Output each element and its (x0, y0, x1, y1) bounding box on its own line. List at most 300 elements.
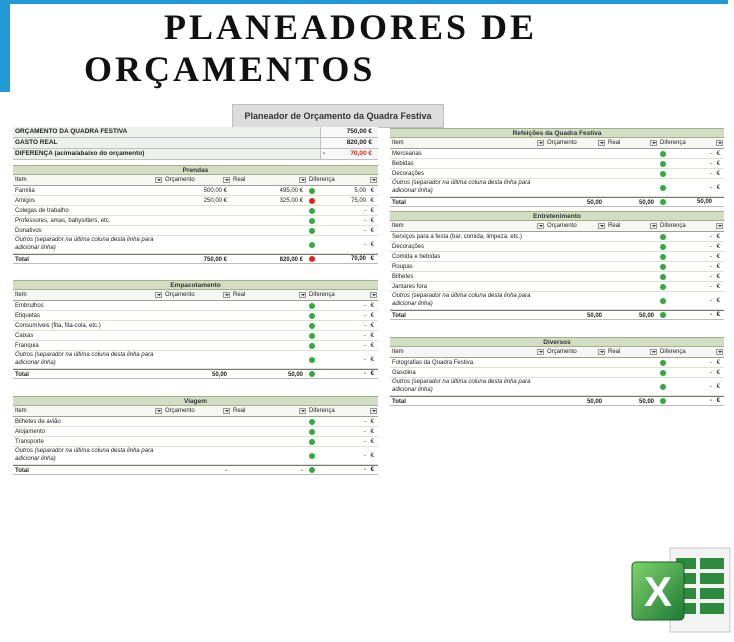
on-budget-indicator-icon (309, 323, 315, 329)
summary-amount: 70,00 € (350, 150, 372, 157)
filter-dropdown-icon[interactable] (370, 177, 377, 183)
column-header-label: Item (392, 140, 404, 146)
currency-symbol: € (716, 243, 720, 250)
filter-dropdown-icon[interactable] (223, 408, 230, 414)
total-budget: 750,00 € (203, 257, 227, 263)
column-header-label: Real (233, 408, 246, 414)
table-row (390, 242, 724, 252)
on-budget-indicator-icon (660, 234, 666, 240)
actual-cell (231, 341, 307, 350)
actual-cell (606, 272, 658, 281)
difference-cell (307, 427, 378, 436)
actual-cell (606, 169, 658, 178)
total-budget: 50,00 (586, 200, 602, 206)
table-header-row (390, 138, 724, 149)
currency-symbol: € (716, 150, 720, 157)
difference-value: - (710, 170, 712, 177)
difference-value: - (364, 356, 366, 363)
filter-dropdown-icon[interactable] (598, 140, 605, 146)
item-cell: Embrulhos (15, 303, 44, 309)
budget-table (390, 337, 724, 406)
difference-value: 70,00 (350, 256, 366, 262)
actual-cell (231, 351, 307, 368)
item-cell: Franquia (15, 343, 39, 349)
table-title: Prendas (13, 165, 378, 175)
table-header-row (13, 406, 378, 417)
column-header-label: Orçamento (165, 292, 195, 298)
actual-cell (231, 216, 307, 225)
difference-cell (307, 311, 378, 320)
difference-value: - (710, 383, 712, 390)
summary-row-actual (13, 138, 378, 149)
difference-value: - (710, 263, 712, 270)
item-cell: Bebidas (392, 161, 414, 167)
difference-value: - (710, 184, 712, 191)
column-header-label: Item (392, 349, 404, 355)
currency-symbol: € (370, 197, 374, 204)
filter-dropdown-icon[interactable] (537, 140, 544, 146)
on-budget-indicator-icon (309, 357, 315, 363)
difference-cell (307, 206, 378, 215)
budget-cell (545, 262, 606, 271)
actual-cell (606, 378, 658, 395)
difference-value: - (364, 227, 366, 234)
budget-table (13, 396, 378, 475)
table-total-row (13, 369, 378, 379)
currency-symbol: € (716, 383, 720, 390)
column-header-item[interactable] (390, 138, 545, 148)
table-row (13, 186, 378, 196)
item-cell: Outros (separador na última coluna desta linha para adicionar linha) (392, 180, 531, 194)
table-row-other (13, 351, 378, 369)
currency-symbol: € (716, 233, 720, 240)
slide-accent-bar (0, 0, 10, 92)
item-cell: Bilhetes (392, 274, 414, 280)
filter-dropdown-icon[interactable] (155, 292, 162, 298)
column-header-diff[interactable] (307, 175, 378, 185)
budget-cell (163, 301, 231, 310)
actual-cell (231, 427, 307, 436)
actual-cell (231, 417, 307, 426)
difference-value: - (364, 438, 366, 445)
table-row (390, 368, 724, 378)
actual-cell (606, 358, 658, 367)
budget-cell (163, 236, 231, 253)
currency-symbol: € (716, 253, 720, 260)
on-budget-indicator-icon (309, 208, 315, 214)
difference-cell (658, 397, 724, 405)
table-row (13, 226, 378, 236)
filter-dropdown-icon[interactable] (155, 408, 162, 414)
difference-value: - (710, 253, 712, 260)
filter-dropdown-icon[interactable] (598, 223, 605, 229)
currency-symbol: € (716, 283, 720, 290)
filter-dropdown-icon[interactable] (716, 140, 723, 146)
filter-dropdown-icon[interactable] (598, 349, 605, 355)
difference-value: - (710, 398, 712, 404)
budget-table (13, 165, 378, 264)
on-budget-indicator-icon (309, 188, 315, 194)
actual-cell (606, 232, 658, 241)
difference-cell (307, 216, 378, 225)
on-budget-indicator-icon (309, 242, 315, 248)
filter-dropdown-icon[interactable] (650, 349, 657, 355)
column-header-budget[interactable] (163, 406, 231, 416)
column-header-real[interactable] (231, 175, 307, 185)
difference-cell (307, 331, 378, 340)
table-title: Viagem (13, 396, 378, 406)
table-row (390, 169, 724, 179)
column-header-diff[interactable] (307, 406, 378, 416)
actual-cell (231, 206, 307, 215)
actual-cell: 495,00 € (279, 188, 303, 194)
budget-cell (545, 232, 606, 241)
column-header-label: Real (233, 292, 246, 298)
actual-cell (606, 242, 658, 251)
table-row (390, 262, 724, 272)
total-label: Total (392, 313, 406, 319)
column-header-diff[interactable] (307, 290, 378, 300)
budget-cell (545, 179, 606, 196)
filter-dropdown-icon[interactable] (537, 223, 544, 229)
table-header-row (390, 221, 724, 232)
currency-symbol: € (370, 256, 374, 262)
item-cell: Roupas (392, 264, 413, 270)
item-cell: Caixas (15, 333, 34, 339)
difference-value: 50,00 (696, 199, 712, 205)
table-row (13, 331, 378, 341)
total-actual: 50,00 (638, 313, 654, 319)
currency-symbol: € (370, 438, 374, 445)
summary-row-difference (13, 149, 378, 160)
actual-cell (231, 301, 307, 310)
column-header-budget[interactable] (545, 221, 606, 231)
column-header-item[interactable] (13, 406, 163, 416)
budget-cell (545, 292, 606, 309)
difference-cell (307, 196, 378, 205)
difference-value: - (364, 241, 366, 248)
difference-cell (658, 368, 724, 377)
item-cell: Consumíveis (fita, fita-cola, etc.) (15, 323, 101, 329)
difference-value: - (364, 342, 366, 349)
difference-cell (307, 370, 378, 378)
table-header-row (390, 347, 724, 358)
table-row (13, 311, 378, 321)
item-cell: Professores, amas, babysitters, etc. (15, 218, 111, 224)
summary-sign: - (323, 150, 326, 157)
difference-cell (307, 351, 378, 368)
total-budget: 50,00 (586, 399, 602, 405)
difference-cell (307, 255, 378, 263)
on-budget-indicator-icon (660, 254, 666, 260)
summary-label: ORÇAMENTO DA QUADRA FESTIVA (13, 127, 320, 137)
actual-cell (231, 331, 307, 340)
filter-dropdown-icon[interactable] (370, 292, 377, 298)
summary-value: 750,00 € (320, 127, 378, 137)
difference-cell (658, 179, 724, 196)
currency-symbol: € (370, 207, 374, 214)
currency-symbol: € (716, 297, 720, 304)
difference-value: - (710, 243, 712, 250)
actual-cell (606, 292, 658, 309)
actual-cell (231, 311, 307, 320)
budget-cell (163, 341, 231, 350)
actual-cell: 325,00 € (279, 198, 303, 204)
filter-dropdown-icon[interactable] (716, 223, 723, 229)
on-budget-indicator-icon (660, 370, 666, 376)
item-cell: Jantares fora (392, 284, 428, 290)
difference-cell (307, 466, 378, 474)
item-cell: Outros (separador na última coluna desta linha para adicionar linha) (15, 352, 154, 366)
item-cell: Mercearias (392, 151, 422, 157)
column-header-budget[interactable] (163, 175, 231, 185)
difference-value: - (364, 332, 366, 339)
on-budget-indicator-icon (309, 303, 315, 309)
on-budget-indicator-icon (660, 274, 666, 280)
on-budget-indicator-icon (309, 228, 315, 234)
column-header-item[interactable] (390, 221, 545, 231)
currency-symbol: € (716, 369, 720, 376)
column-header-budget[interactable] (545, 347, 606, 357)
table-row (390, 282, 724, 292)
table-row (13, 341, 378, 351)
total-label: Total (15, 468, 29, 474)
filter-dropdown-icon[interactable] (223, 177, 230, 183)
budget-summary (13, 127, 378, 160)
budget-cell (163, 331, 231, 340)
difference-value: - (364, 207, 366, 214)
filter-dropdown-icon[interactable] (299, 408, 306, 414)
column-header-label: Diferença (660, 140, 686, 146)
filter-dropdown-icon[interactable] (299, 177, 306, 183)
difference-value: - (364, 467, 366, 473)
table-row-other (13, 447, 378, 465)
filter-dropdown-icon[interactable] (650, 140, 657, 146)
difference-value: - (364, 322, 366, 329)
table-row (390, 159, 724, 169)
column-header-real[interactable] (231, 290, 307, 300)
budget-cell (163, 216, 231, 225)
item-cell: Outros (separador na última coluna desta linha para adicionar linha) (392, 379, 531, 393)
difference-value: - (364, 302, 366, 309)
actual-cell (606, 282, 658, 291)
difference-cell (658, 252, 724, 261)
filter-dropdown-icon[interactable] (537, 349, 544, 355)
total-budget: 50,00 (211, 372, 227, 378)
column-header-real[interactable] (606, 138, 658, 148)
over-budget-indicator-icon (309, 256, 315, 262)
on-budget-indicator-icon (660, 298, 666, 304)
filter-dropdown-icon[interactable] (299, 292, 306, 298)
difference-value: - (364, 312, 366, 319)
over-budget-indicator-icon (309, 198, 315, 204)
difference-value: - (710, 297, 712, 304)
item-cell: Comida e bebidas (392, 254, 441, 260)
on-budget-indicator-icon (660, 171, 666, 177)
currency-symbol: € (370, 241, 374, 248)
difference-cell (307, 437, 378, 446)
item-cell: Decorações (392, 244, 425, 250)
difference-value: - (364, 428, 366, 435)
table-title: Entretenimento (390, 211, 724, 221)
column-header-real[interactable] (606, 347, 658, 357)
currency-symbol: € (716, 312, 720, 318)
column-header-label: Real (608, 140, 621, 146)
difference-value: - (710, 273, 712, 280)
difference-cell (658, 169, 724, 178)
total-label: Total (15, 257, 29, 263)
column-header-label: Orçamento (547, 349, 577, 355)
column-header-label: Orçamento (547, 223, 577, 229)
currency-symbol: € (370, 227, 374, 234)
actual-cell (606, 252, 658, 261)
on-budget-indicator-icon (660, 264, 666, 270)
slide-title-line-1: PLANEADORES DE (164, 7, 538, 47)
on-budget-indicator-icon (309, 429, 315, 435)
slide-title-line-2: ORÇAMENTOS (84, 49, 376, 89)
total-actual: - (301, 468, 303, 474)
actual-cell (231, 226, 307, 235)
on-budget-indicator-icon (309, 453, 315, 459)
difference-value: - (364, 452, 366, 459)
column-header-diff[interactable] (658, 138, 724, 148)
column-header-label: Item (15, 177, 27, 183)
column-header-real[interactable] (606, 221, 658, 231)
actual-cell (606, 262, 658, 271)
summary-row-budget (13, 127, 378, 138)
table-row-other (390, 292, 724, 310)
column-header-label: Diferença (660, 223, 686, 229)
budget-cell (545, 358, 606, 367)
budget-cell (545, 169, 606, 178)
difference-cell (307, 186, 378, 195)
actual-cell (606, 159, 658, 168)
difference-value: - (710, 359, 712, 366)
budget-cell (163, 206, 231, 215)
currency-symbol: € (370, 418, 374, 425)
currency-symbol: € (370, 312, 374, 319)
filter-dropdown-icon[interactable] (155, 177, 162, 183)
actual-cell (606, 368, 658, 377)
budget-cell (163, 311, 231, 320)
column-header-label: Item (15, 408, 27, 414)
filter-dropdown-icon[interactable] (370, 408, 377, 414)
item-cell: Família (15, 188, 35, 194)
column-header-label: Orçamento (165, 408, 195, 414)
currency-symbol: € (370, 467, 374, 473)
column-header-item[interactable] (390, 347, 545, 357)
table-total-row (390, 310, 724, 320)
filter-dropdown-icon[interactable] (650, 223, 657, 229)
currency-symbol: € (716, 170, 720, 177)
table-row (13, 216, 378, 226)
table-row (13, 437, 378, 447)
currency-symbol: € (370, 217, 374, 224)
difference-value: 5,00 (354, 187, 366, 194)
table-row-other (13, 236, 378, 254)
spreadsheet-screenshot (10, 100, 728, 615)
item-cell: Fotografias da Quadra Festiva (392, 360, 474, 366)
difference-value: - (364, 217, 366, 224)
actual-cell (231, 236, 307, 253)
sheet-title: Planeador de Orçamento da Quadra Festiva (232, 104, 444, 128)
column-header-diff[interactable] (658, 347, 724, 357)
actual-cell (231, 321, 307, 330)
filter-dropdown-icon[interactable] (716, 349, 723, 355)
item-cell: Colegas de trabalho (15, 208, 69, 214)
on-budget-indicator-icon (660, 312, 666, 318)
column-header-label: Real (608, 223, 621, 229)
column-header-label: Item (15, 292, 27, 298)
filter-dropdown-icon[interactable] (223, 292, 230, 298)
column-header-item[interactable] (13, 175, 163, 185)
on-budget-indicator-icon (309, 439, 315, 445)
total-actual: 820,00 € (279, 257, 303, 263)
summary-label: GASTO REAL (13, 138, 320, 148)
on-budget-indicator-icon (660, 360, 666, 366)
difference-value: - (710, 160, 712, 167)
total-budget: - (225, 468, 227, 474)
currency-symbol: € (716, 359, 720, 366)
actual-cell (231, 447, 307, 464)
currency-symbol: € (370, 428, 374, 435)
difference-cell (307, 301, 378, 310)
on-budget-indicator-icon (309, 371, 315, 377)
currency-symbol: € (716, 263, 720, 270)
budget-cell (163, 226, 231, 235)
table-total-row (390, 396, 724, 406)
column-header-label: Orçamento (165, 177, 195, 183)
column-header-label: Real (608, 349, 621, 355)
budget-cell (163, 417, 231, 426)
on-budget-indicator-icon (660, 244, 666, 250)
difference-cell (658, 292, 724, 309)
difference-value: - (710, 150, 712, 157)
table-row (13, 417, 378, 427)
budget-cell: 500,00 € (203, 188, 227, 194)
difference-cell (658, 282, 724, 291)
on-budget-indicator-icon (660, 185, 666, 191)
table-row (13, 321, 378, 331)
budget-cell (545, 252, 606, 261)
item-cell: Alojamento (15, 429, 46, 435)
column-header-real[interactable] (231, 406, 307, 416)
actual-cell (606, 179, 658, 196)
item-cell: Transporte (15, 439, 44, 445)
budget-cell (545, 159, 606, 168)
total-label: Total (392, 399, 406, 405)
total-label: Total (15, 372, 29, 378)
column-header-budget[interactable] (163, 290, 231, 300)
budget-cell (163, 427, 231, 436)
difference-value: - (710, 369, 712, 376)
column-header-diff[interactable] (658, 221, 724, 231)
column-header-item[interactable] (13, 290, 163, 300)
currency-symbol: € (716, 160, 720, 167)
difference-cell (307, 226, 378, 235)
on-budget-indicator-icon (309, 467, 315, 473)
column-header-label: Diferença (660, 349, 686, 355)
difference-cell (307, 447, 378, 464)
table-row (390, 149, 724, 159)
column-header-label: Diferença (309, 292, 335, 298)
summary-value (320, 149, 378, 159)
difference-cell (307, 417, 378, 426)
column-header-budget[interactable] (545, 138, 606, 148)
difference-cell (658, 311, 724, 319)
budget-table (390, 128, 724, 207)
total-label: Total (392, 200, 406, 206)
